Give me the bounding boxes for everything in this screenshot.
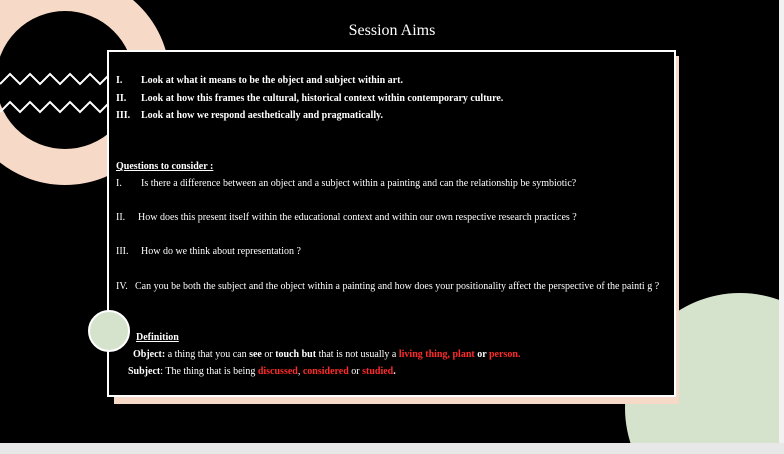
zigzag-decoration	[0, 70, 110, 130]
window-edge	[779, 0, 784, 443]
bottom-bar	[0, 443, 784, 454]
question-item: III. How do we think about representation ?	[116, 246, 301, 257]
definition-object: Object: a thing that you can see or touch but that is not usually a living thing, plant or person.	[133, 349, 521, 360]
aim-item: I. Look at what it means to be the object and subject within art.	[116, 75, 403, 86]
definition-heading: Definition	[136, 332, 179, 343]
questions-heading: Questions to consider :	[116, 161, 214, 172]
decorative-small-circle	[88, 310, 130, 352]
question-item: IV. Can you be both the subject and the object within a painting and how does your positionality affect the perspective of the painti g ?	[116, 281, 660, 292]
question-item: I. Is there a difference between an object and a subject within a painting and can the relationship be symbiotic?	[116, 178, 577, 189]
slide-title: Session Aims	[348, 22, 436, 39]
definition-subject: Subject: The thing that is being discussed, considered or studied.	[128, 366, 396, 377]
aim-item: II. Look at how this frames the cultural, historical context within contemporary culture.	[116, 93, 504, 104]
aim-item: III. Look at how we respond aesthetically and pragmatically.	[116, 110, 384, 121]
question-item: II. How does this present itself within the educational context and within our own respective research practices ?	[116, 212, 577, 223]
